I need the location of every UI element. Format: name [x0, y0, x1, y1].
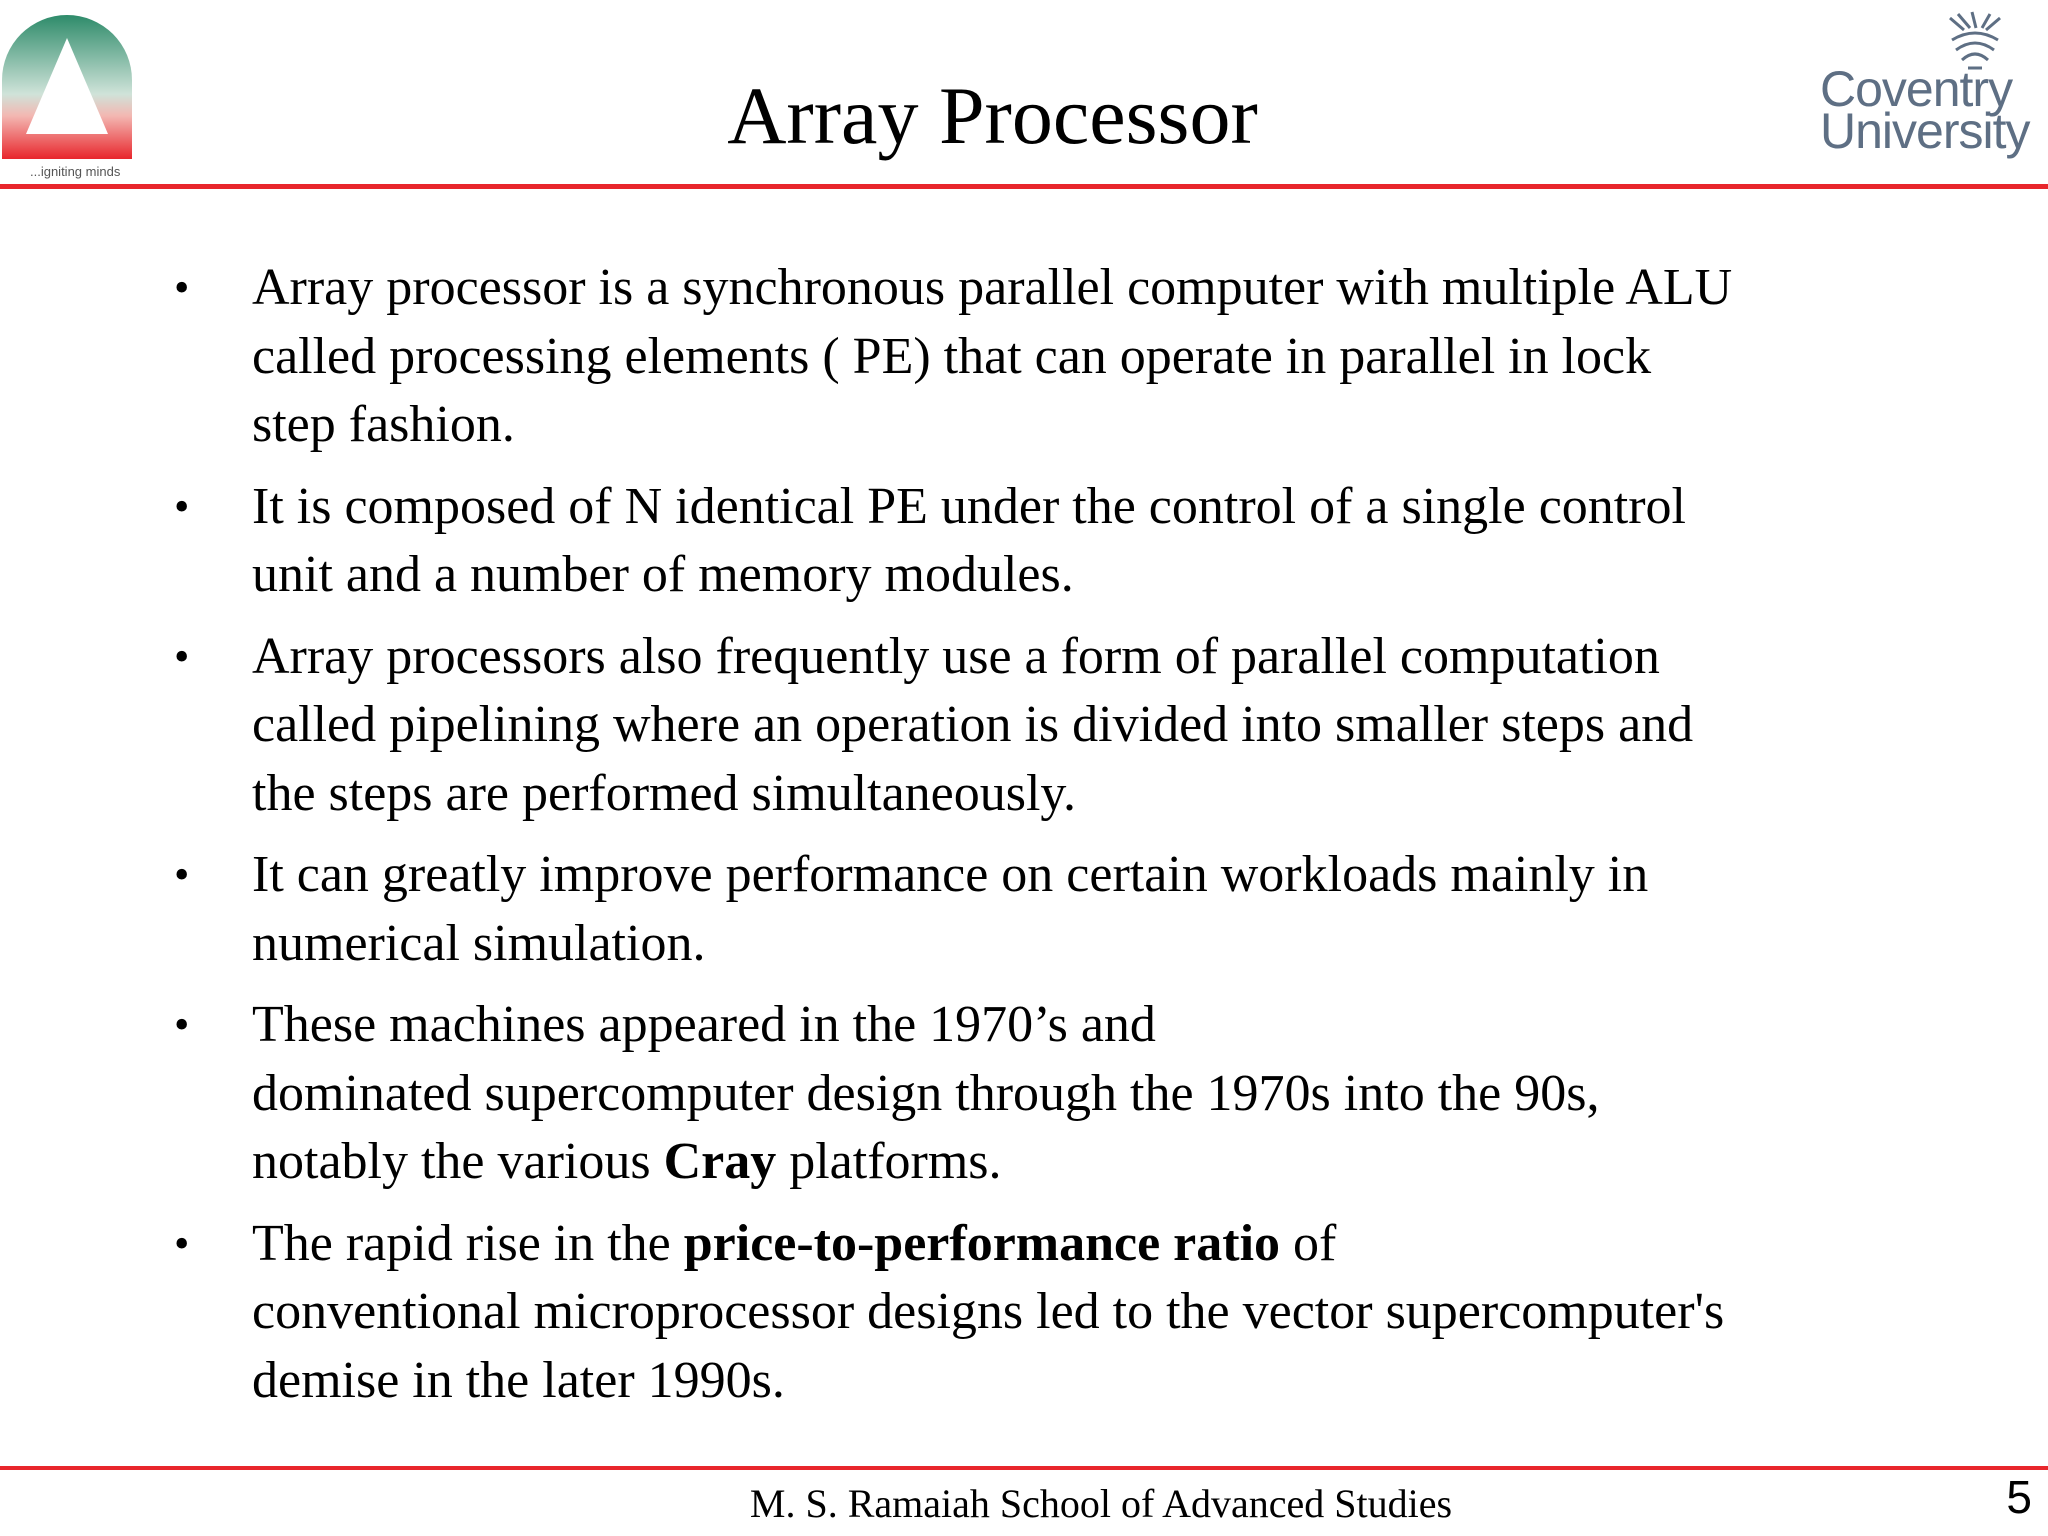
footer-divider: [0, 1466, 2048, 1470]
bullet-text: It is composed of N identical PE under the control of a single control: [252, 477, 1686, 535]
bullet-line: [252, 910, 1890, 979]
bullet-dot-icon: •: [174, 1000, 190, 1049]
bullet-line: [252, 391, 1890, 460]
wordmark-line-2: University: [1820, 103, 2030, 159]
bullet-text: unit and a number of memory modules.: [252, 546, 1074, 603]
logo-tagline: ...igniting minds: [30, 164, 121, 179]
bullet-item: [170, 623, 1890, 829]
bullet-list: [170, 254, 1890, 1428]
bullet-text: of: [1280, 1214, 1337, 1272]
bullet-text: conventional microprocessor designs led to the vector supercomputer's: [252, 1283, 1725, 1340]
bullet-text: Array processor is a synchronous parallel computer with multiple ALU: [252, 259, 1733, 316]
bullet-item: [170, 473, 1890, 610]
bullet-text: It can greatly improve performance on certain workloads mainly in: [252, 846, 1649, 903]
bullet-line: [252, 473, 1890, 542]
bullet-item: [170, 254, 1890, 460]
bullet-item: [170, 1210, 1890, 1416]
bullet-bold-text: price-to-performance ratio: [683, 1214, 1281, 1272]
bullet-line: [252, 323, 1890, 392]
bullet-line: [252, 991, 1890, 1060]
bullet-text: The rapid rise in the: [252, 1214, 684, 1272]
bullet-line: [252, 1210, 1890, 1279]
bullet-line: [252, 254, 1890, 323]
bullet-line: [252, 1128, 1890, 1197]
bullet-line: [252, 841, 1890, 910]
bullet-dot-icon: •: [174, 481, 190, 531]
bullet-line: [252, 1060, 1890, 1129]
bullet-item: [170, 841, 1890, 978]
bullet-line: [252, 623, 1890, 692]
bullet-line: [252, 1278, 1890, 1347]
bullet-item: [170, 991, 1890, 1197]
bullet-text: called processing elements ( PE) that can operate in parallel in lock: [252, 327, 1652, 385]
header-divider: [0, 184, 2048, 189]
bullet-line: [252, 691, 1890, 760]
wordmark-line-1: Coventry: [1820, 61, 2013, 117]
bullet-text: step fashion.: [252, 396, 515, 453]
bullet-dot-icon: •: [174, 631, 190, 681]
bullet-text: Array processors also frequently use a form of parallel computation: [252, 627, 1660, 685]
bullet-text: These machines appeared in the 1970’s and: [252, 996, 1156, 1053]
bullet-text: the steps are performed simultaneously.: [252, 764, 1077, 822]
page-number: 5: [2006, 1471, 2032, 1523]
slide-title: Array Processor: [727, 70, 1258, 161]
bullet-bold-text: Cray: [663, 1133, 777, 1190]
bullet-text: notably the various: [252, 1133, 664, 1190]
bullet-dot-icon: •: [174, 850, 190, 899]
bullet-text: numerical simulation.: [252, 914, 706, 972]
bullet-text: demise in the later 1990s.: [252, 1351, 785, 1409]
footer-text: M. S. Ramaiah School of Advanced Studies: [749, 1481, 1453, 1526]
bullet-dot-icon: •: [174, 263, 190, 312]
bullet-dot-icon: •: [174, 1218, 190, 1268]
bullet-text: platforms.: [776, 1133, 1002, 1190]
bullet-line: [252, 541, 1890, 610]
bullet-text: called pipelining where an operation is divided into smaller steps and: [252, 696, 1694, 753]
bullet-text: dominated supercomputer design through the 1970s into the 90s,: [252, 1064, 1600, 1122]
bullet-line: [252, 1347, 1890, 1416]
bullet-line: [252, 760, 1890, 829]
